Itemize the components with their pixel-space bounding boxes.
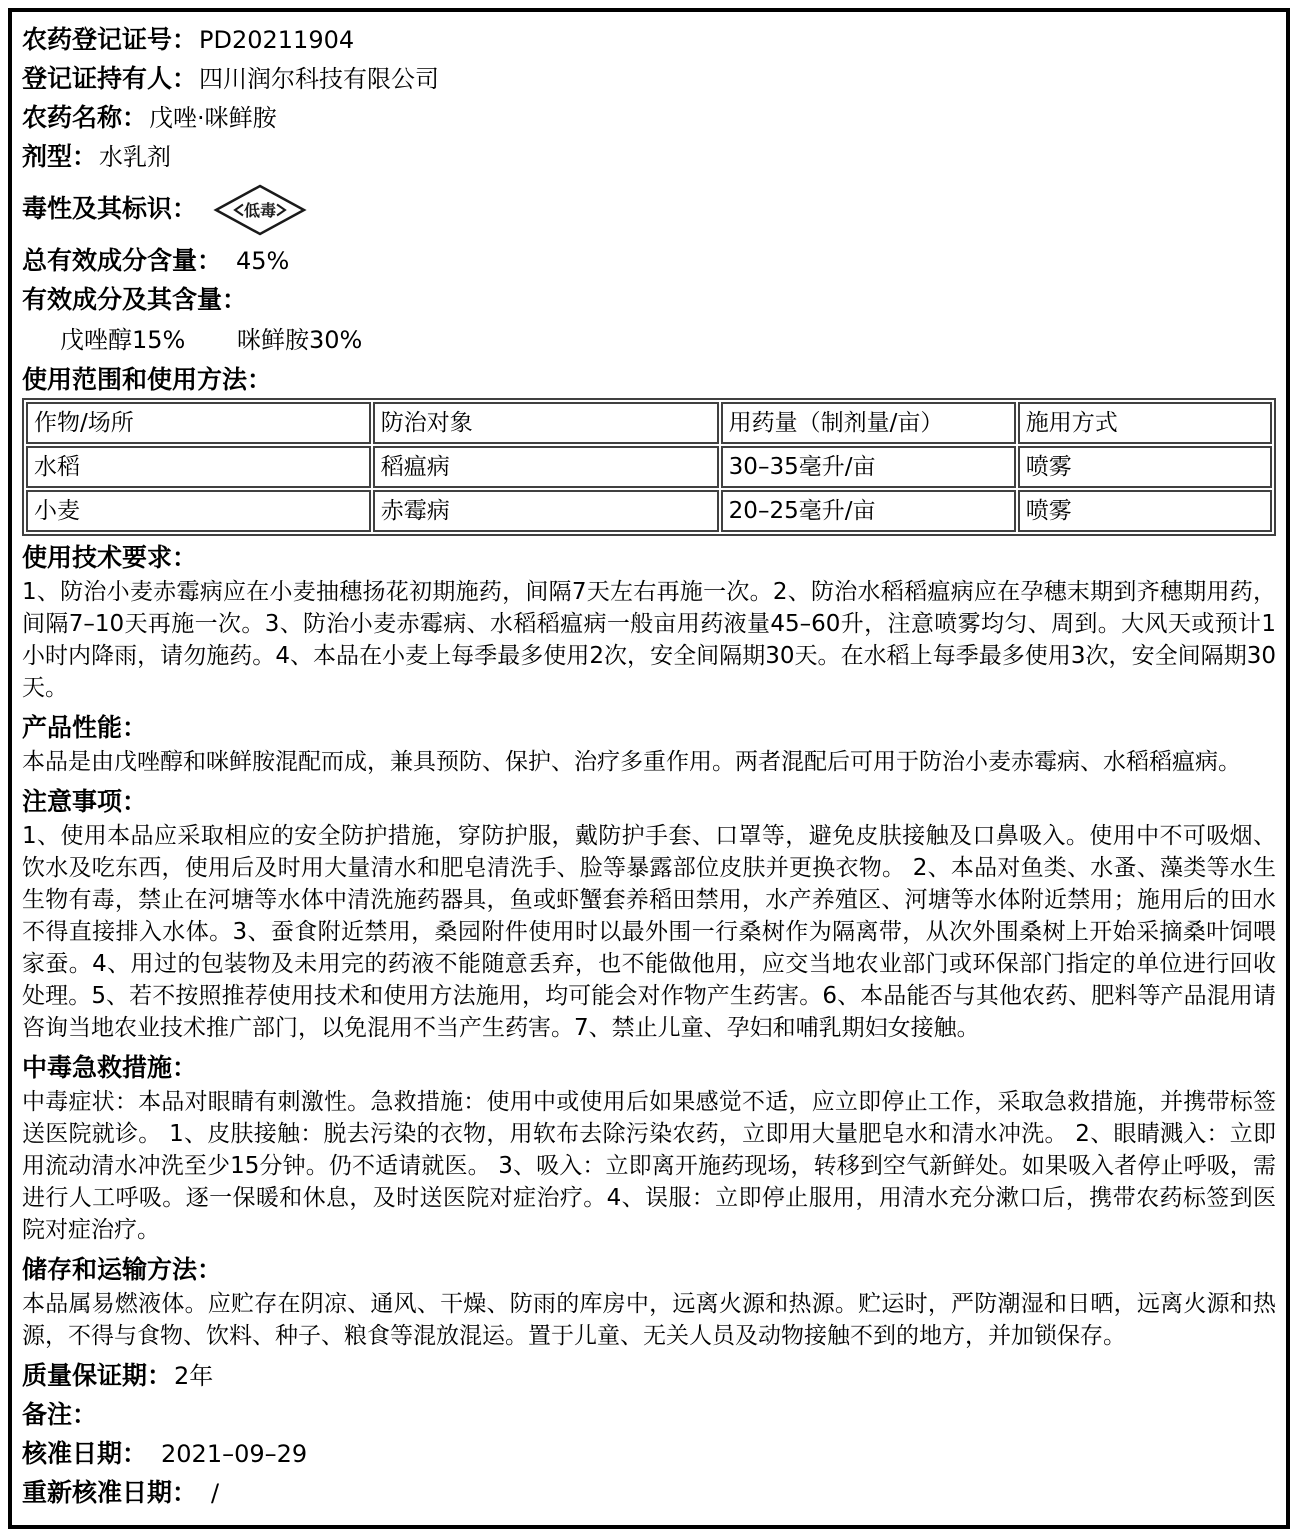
pesticide-label-document (8, 8, 1290, 1529)
section-body-product-performance: 本品是由戊唑醇和咪鲜胺混配而成，兼具预防、保护、治疗多重作用。两者混配后可用于防治小麦赤霉病、水稻稻瘟病。 (22, 749, 1241, 775)
section-body-technical-requirements: 1、防治小麦赤霉病应在小麦抽穗扬花初期施药，间隔7天左右再施一次。2、防治水稻稻瘟病应在孕穗末期到齐穗期用药，间隔7–10天再施一次。3、防治小麦赤霉病、水稻稻瘟病一般亩用药液量45–60升，注意喷雾均匀、周到。大风天或预计1小时内降雨，请勿施药。4、本品在小麦上每季最多使用2次，安全间隔期30天。在水稻上每季最多使用3次，安全间隔期30天。 (22, 579, 1276, 701)
field-label: 质量保证期： (22, 1361, 173, 1390)
usage-table (22, 398, 1276, 536)
section-title-technical-requirements: 使用技术要求： (22, 543, 198, 572)
field-value: / (211, 1479, 220, 1507)
field-label: 总有效成分含量： (22, 246, 223, 275)
field-value: 戊唑·咪鲜胺 (149, 104, 277, 132)
table-header-cell: 用药量（制剂量/亩） (721, 402, 1016, 444)
field-value: 四川润尔科技有限公司 (199, 65, 440, 93)
field-row-reapproval-date (22, 1478, 1276, 1508)
low-toxicity-icon-label: 低毒 (244, 201, 277, 220)
section-title-precautions: 注意事项： (22, 787, 148, 816)
ingredients-line (22, 324, 1276, 356)
section-title-storage-transport: 储存和运输方法： (22, 1255, 223, 1284)
field-row-total-content (22, 246, 1276, 276)
field-label: 核准日期： (22, 1439, 148, 1468)
table-header-cell: 防治对象 (373, 402, 719, 444)
field-label: 剂型： (22, 142, 98, 171)
section-body-first-aid: 中毒症状：本品对眼睛有刺激性。急救措施：使用中或使用后如果感觉不适，应立即停止工作，采取急救措施，并携带标签送医院就诊。 1、皮肤接触：脱去污染的衣物，用软布去除污染农药，立即用大量肥皂水和清水冲洗。 2、眼睛溅入：立即用流动清水冲洗至少15分钟。仍不适请就医。 3、吸入：立即离开施药现场，转移到空气新鲜处。如果吸入者停止呼吸，需进行人工呼吸。逐一保暖和休息，及时送医院对症治疗。4、误服：立即停止服用，用清水充分漱口后，携带农药标签到医院对症治疗。 (22, 1089, 1276, 1243)
field-value: 2年 (174, 1362, 214, 1390)
field-row-certificate-holder (22, 64, 1276, 94)
field-row-remarks (22, 1400, 1276, 1430)
field-label: 农药名称： (22, 103, 148, 132)
field-value: 2021–09–29 (161, 1440, 308, 1468)
table-header-cell: 作物/场所 (26, 402, 371, 444)
section-title-product-performance: 产品性能： (22, 713, 148, 742)
usage-table-title: 使用范围和使用方法： (22, 365, 273, 394)
table-cell: 小麦 (26, 490, 371, 532)
table-cell: 喷雾 (1018, 490, 1272, 532)
table-row (26, 446, 1272, 488)
field-label: 备注： (22, 1400, 98, 1429)
field-row-pesticide-name (22, 103, 1276, 133)
field-label: 有效成分及其含量： (22, 285, 248, 314)
table-cell: 30–35毫升/亩 (721, 446, 1016, 488)
table-row (26, 490, 1272, 532)
ingredient-item: 咪鲜胺30% (236, 326, 363, 354)
field-value: PD20211904 (199, 26, 355, 54)
table-cell: 20–25毫升/亩 (721, 490, 1016, 532)
field-label: 毒性及其标识： (22, 194, 198, 223)
field-value: 45% (236, 247, 290, 275)
table-header-row (26, 402, 1272, 444)
section-title-first-aid: 中毒急救措施： (22, 1053, 198, 1082)
section-body-storage-transport: 本品属易燃液体。应贮存在阴凉、通风、干燥、防雨的库房中，远离火源和热源。贮运时，严防潮湿和日晒，远离火源和热源，不得与食物、饮料、种子、粮食等混放混运。置于儿童、无关人员及动物接触不到的地方，并加锁保存。 (22, 1291, 1276, 1349)
field-row-approval-date (22, 1439, 1276, 1469)
table-cell: 水稻 (26, 446, 371, 488)
field-row-ingredients-heading (22, 285, 1276, 315)
table-header-cell: 施用方式 (1018, 402, 1272, 444)
field-label: 农药登记证号： (22, 25, 198, 54)
table-cell: 喷雾 (1018, 446, 1272, 488)
field-row-shelf-life (22, 1361, 1276, 1391)
field-row-registration-number (22, 25, 1276, 55)
field-value: 水乳剂 (99, 143, 172, 171)
ingredient-item: 戊唑醇15% (60, 326, 186, 354)
low-toxicity-diamond-icon (213, 183, 307, 237)
field-label: 登记证持有人： (22, 64, 198, 93)
section-body-precautions: 1、使用本品应采取相应的安全防护措施，穿防护服，戴防护手套、口罩等，避免皮肤接触及口鼻吸入。使用中不可吸烟、饮水及吃东西，使用后及时用大量清水和肥皂清洗手、脸等暴露部位皮肤并更换衣物。 2、本品对鱼类、水蚤、藻类等水生生物有毒，禁止在河塘等水体中清洗施药器具，鱼或虾蟹套养稻田禁用，水产养殖区、河塘等水体附近禁用；施用后的田水不得直接排入水体。3、蚕食附近禁用，桑园附件使用时以最外围一行桑树作为隔离带，从次外围桑树上开始采摘桑叶饲喂家蚕。4、用过的包装物及未用完的药液不能随意丢弃，也不能做他用，应交当地农业部门或环保部门指定的单位进行回收处理。5、若不按照推荐使用技术和使用方法施用，均可能会对作物产生药害。6、本品能否与其他农药、肥料等产品混用请咨询当地农业技术推广部门，以免混用不当产生药害。7、禁止儿童、孕妇和哺乳期妇女接触。 (22, 823, 1276, 1041)
table-cell: 赤霉病 (373, 490, 719, 532)
field-row-toxicity (22, 181, 1276, 237)
field-label: 重新核准日期： (22, 1478, 198, 1507)
field-row-formulation (22, 142, 1276, 172)
table-cell: 稻瘟病 (373, 446, 719, 488)
